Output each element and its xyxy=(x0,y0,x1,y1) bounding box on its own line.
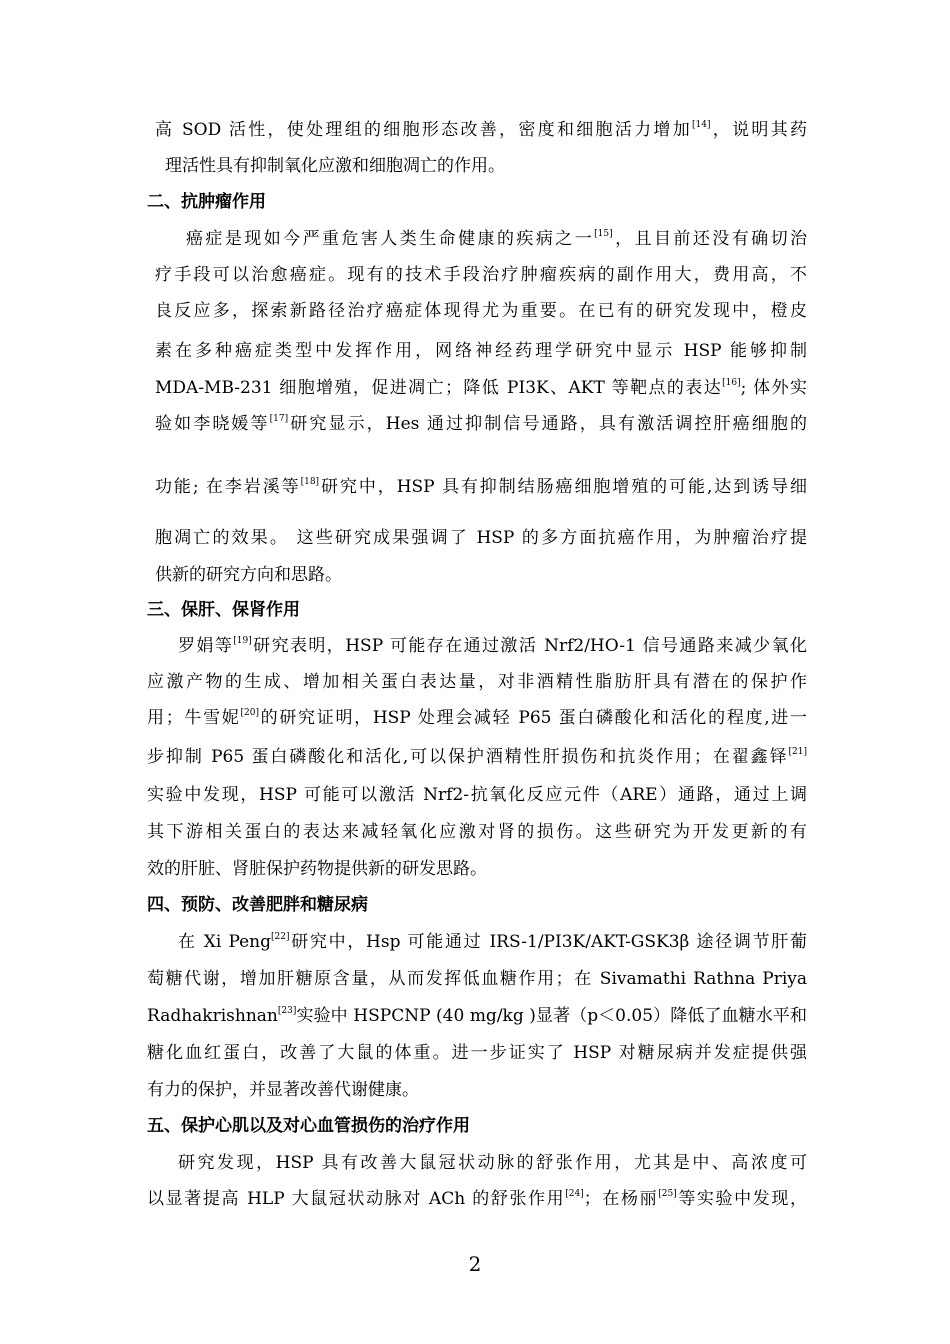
para-line: 素在多种癌症类型中发挥作用，网络神经药理学研究中显示 HSP 能够抑制 xyxy=(155,341,807,361)
para-line: 功能; 在李岩溪等[18]研究中，HSP 具有抑制结肠癌细胞增殖的可能,达到诱导细 xyxy=(155,477,808,497)
para-line: 罗娟等[19]研究表明，HSP 可能存在通过激活 Nrf2/HO-1 信号通路来减少氧化 xyxy=(178,636,808,656)
para-line: Radhakrishnan[23]实验中 HSPCNP (40 mg/kg )显著（p＜0.05）降低了血糖水平和 xyxy=(147,1006,807,1026)
para-line: 糖化血红蛋白，改善了大鼠的体重。进一步证实了 HSP 对糖尿病并发症提供强 xyxy=(147,1043,807,1063)
para-line: 验如李晓媛等[17]研究显示，Hes 通过抑制信号通路，具有激活调控肝癌细胞的 xyxy=(155,414,807,434)
para-line: 理活性具有抑制氧化应激和细胞凋亡的作用。 xyxy=(165,156,505,176)
para-line: 实验中发现，HSP 可能可以激活 Nrf2-抗氧化反应元件（ARE）通路，通过上调 xyxy=(147,785,807,805)
citation-marker: [14] xyxy=(692,120,711,130)
para-line: 应激产物的生成、增加相关蛋白表达量，对非酒精性脂肪肝具有潜在的保护作 xyxy=(147,672,807,692)
para-line: 良反应多，探索新路径治疗癌症体现得尤为重要。在已有的研究发现中，橙皮 xyxy=(155,301,807,321)
para-line: 用；牛雪妮[20]的研究证明，HSP 处理会减轻 P65 蛋白磷酸化和活化的程度,进一 xyxy=(147,708,807,728)
para-line: 疗手段可以治愈癌症。现有的技术手段治疗肿瘤疾病的副作用大，费用高，不 xyxy=(155,265,807,285)
section-heading: 四、预防、改善肥胖和糖尿病 xyxy=(147,895,368,915)
citation-marker: [21] xyxy=(788,747,807,757)
para-line: 供新的研究方向和思路。 xyxy=(155,565,342,585)
para-line: 以显著提高 HLP 大鼠冠状动脉对 ACh 的舒张作用[24]；在杨丽[25]等实验中发现， xyxy=(147,1189,807,1209)
citation-marker: [20] xyxy=(240,708,259,718)
page-number: 2 xyxy=(468,1252,482,1276)
para-line: 其下游相关蛋白的表达来减轻氧化应激对肾的损伤。这些研究为开发更新的有 xyxy=(147,822,807,842)
citation-marker: [23] xyxy=(277,1006,297,1016)
para-line: 癌症是现如今严重危害人类生命健康的疾病之一[15]，且目前还没有确切治 xyxy=(186,229,808,249)
citation-marker: [22] xyxy=(271,932,290,942)
citation-marker: [24] xyxy=(565,1189,584,1199)
para-line: 步抑制 P65 蛋白磷酸化和活化,可以保护酒精性肝损伤和抗炎作用；在翟鑫铎[21] xyxy=(147,747,807,767)
para-line: 研究发现，HSP 具有改善大鼠冠状动脉的舒张作用，尤其是中、高浓度可 xyxy=(178,1153,807,1173)
para-line: 胞凋亡的效果。 这些研究成果强调了 HSP 的多方面抗癌作用，为肿瘤治疗提 xyxy=(155,528,807,548)
citation-marker: [18] xyxy=(300,477,320,487)
citation-marker: [16] xyxy=(722,378,741,388)
citation-marker: [25] xyxy=(658,1189,677,1199)
para-line: 效的肝脏、肾脏保护药物提供新的研发思路。 xyxy=(147,859,487,879)
citation-marker: [19] xyxy=(233,636,252,646)
para-line: 萄糖代谢，增加肝糖原含量，从而发挥低血糖作用；在 Sivamathi Rathna Priya xyxy=(147,969,807,989)
section-heading: 二、抗肿瘤作用 xyxy=(147,192,266,212)
para-line: 有力的保护，并显著改善代谢健康。 xyxy=(147,1080,419,1100)
section-heading: 三、保肝、保肾作用 xyxy=(147,600,300,620)
para-line: MDA-MB-231 细胞增殖，促进凋亡；降低 PI3K、AKT 等靶点的表达[16]; 体外实 xyxy=(155,378,807,398)
section-heading: 五、保护心肌以及对心血管损伤的治疗作用 xyxy=(147,1116,470,1136)
para-line: 在 Xi Peng[22]研究中，Hsp 可能通过 IRS-1/PI3K/AKT-GSK3β 途径调节肝葡 xyxy=(178,932,807,952)
para-line: 高 SOD 活性，使处理组的细胞形态改善，密度和细胞活力增加[14]，说明其药 xyxy=(155,120,807,140)
citation-marker: [15] xyxy=(594,229,613,239)
citation-marker: [17] xyxy=(269,414,289,424)
